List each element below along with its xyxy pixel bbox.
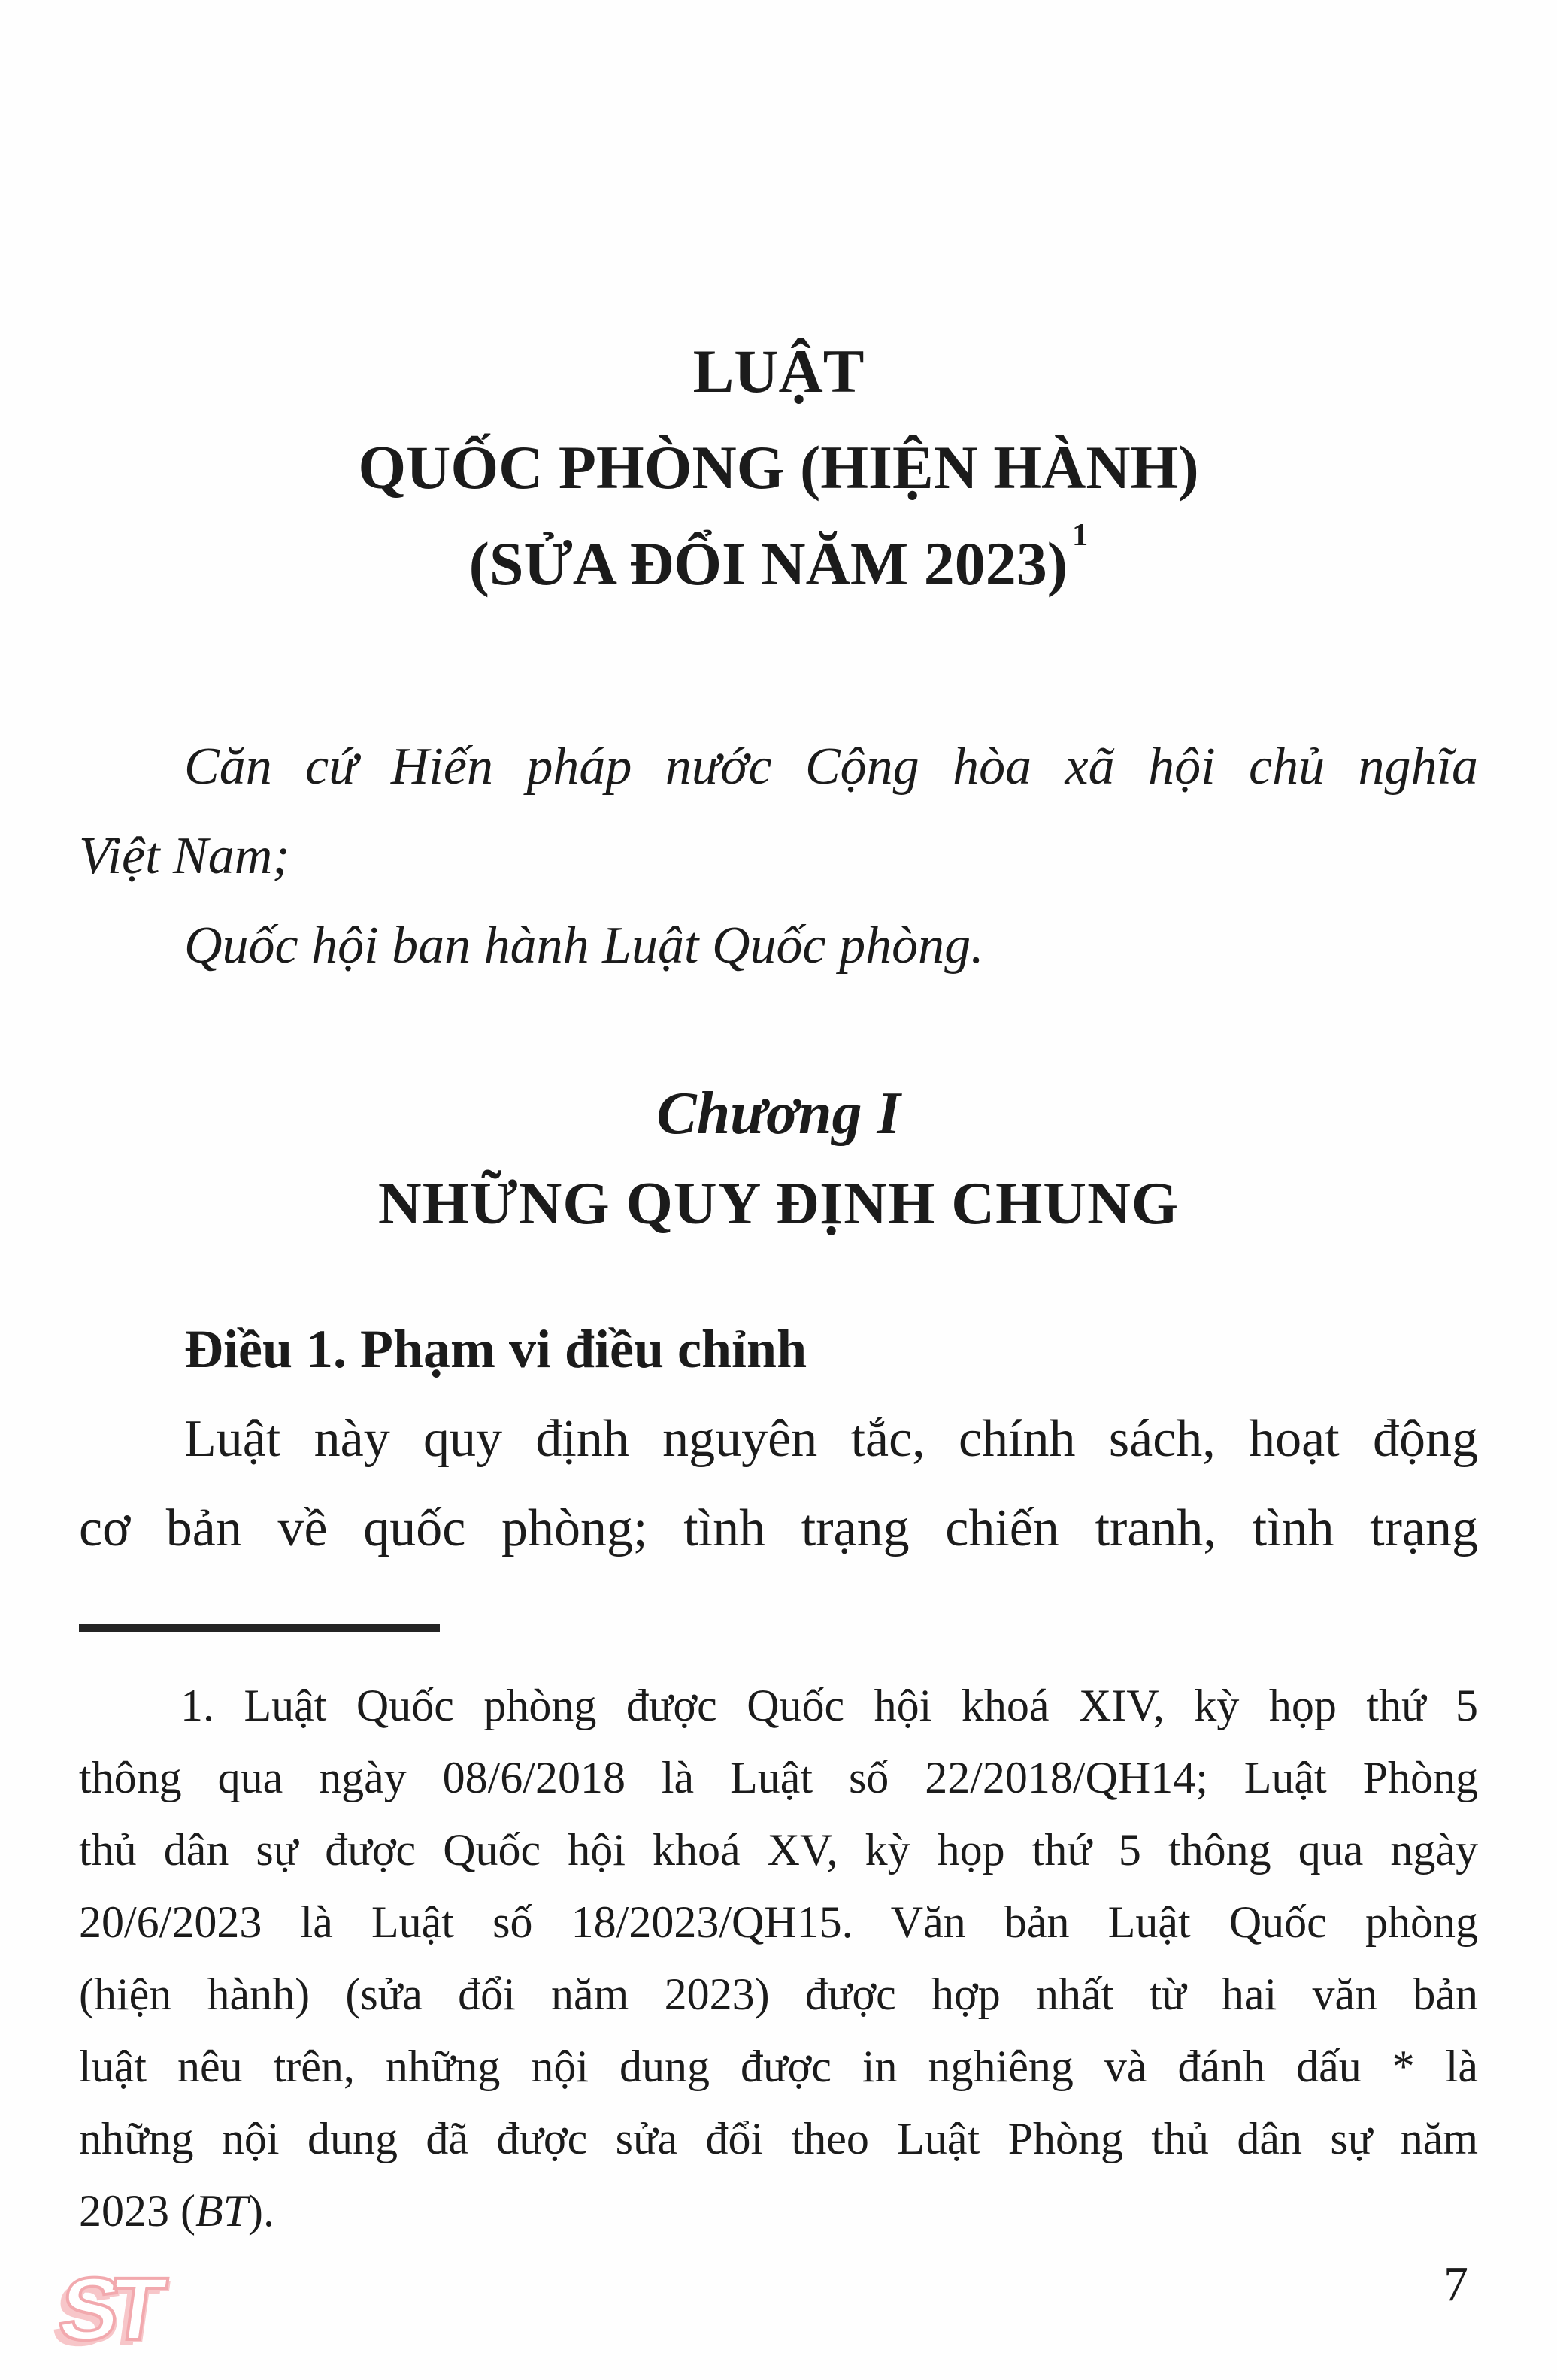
preamble-paragraph-2: Quốc hội ban hành Luật Quốc phòng. (184, 916, 984, 975)
text-line: Việt Nam; (79, 826, 290, 885)
title-line-amended (79, 516, 1478, 612)
publisher-logo: ST (53, 2260, 163, 2359)
document-title (79, 323, 1478, 612)
title-line-law: LUẬT (692, 337, 865, 405)
footnote-separator (79, 1624, 440, 1632)
text-line: Căn cứ Hiến pháp nước Cộng hòa xã hội chủ nghĩa (184, 737, 1478, 796)
text-line: 1. Luật Quốc phòng được Quốc hội khoá XIV, kỳ họp thứ 5 (180, 1680, 1478, 1730)
chapter-label: Chương I (656, 1080, 901, 1147)
text-line: những nội dung đã được sửa đổi theo Luật Phòng thủ dân sự năm (79, 2113, 1478, 2163)
text-line (79, 2175, 1478, 2247)
text-line: (hiện hành) (sửa đổi năm 2023) được hợp nhất từ hai văn bản (79, 1969, 1478, 2019)
text-line: luật nêu trên, những nội dung được in nghiêng và đánh dấu * là (79, 2041, 1478, 2091)
text-line: Luật này quy định nguyên tắc, chính sách, hoạt động (184, 1409, 1478, 1468)
text-segment: 2023 ( (79, 2185, 195, 2236)
article-1-heading: Điều 1. Phạm vi điều chỉnh (184, 1318, 807, 1379)
text-segment: BT (195, 2185, 249, 2236)
text-segment: ). (248, 2185, 274, 2236)
text-line: thông qua ngày 08/6/2018 là Luật số 22/2018/QH14; Luật Phòng (79, 1752, 1478, 1802)
page-content (79, 0, 1478, 2247)
article-1-body (79, 1394, 1478, 1573)
preamble-paragraph-1 (79, 722, 1478, 901)
title-amended-text: (SỬA ĐỔI NĂM 2023) (468, 529, 1068, 598)
preamble (79, 722, 1478, 990)
text-line: thủ dân sự được Quốc hội khoá XV, kỳ họp thứ 5 thông qua ngày (79, 1824, 1478, 1875)
title-line-name: QUỐC PHÒNG (HIỆN HÀNH) (358, 432, 1199, 502)
text-line: 20/6/2023 là Luật số 18/2023/QH15. Văn bản Luật Quốc phòng (79, 1896, 1478, 1947)
footnote (79, 1669, 1478, 2247)
footnote-reference-mark: 1 (1072, 517, 1089, 553)
chapter-heading (79, 1069, 1478, 1249)
text-line: cơ bản về quốc phòng; tình trạng chiến tranh, tình trạng (79, 1499, 1478, 1557)
page-number: 7 (1443, 2257, 1468, 2312)
chapter-title: NHỮNG QUY ĐỊNH CHUNG (377, 1170, 1180, 1237)
